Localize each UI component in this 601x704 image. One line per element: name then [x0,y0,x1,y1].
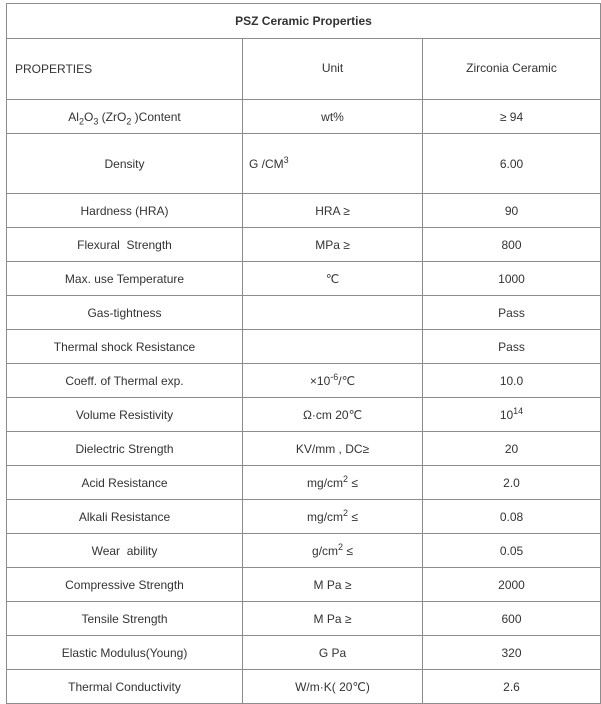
properties-table-wrapper [6,3,601,704]
value-cell: 600 [423,602,601,636]
unit-cell [243,296,423,330]
unit-cell: wt% [243,100,423,134]
property-cell: Max. use Temperature [7,262,243,296]
table-row [7,228,601,262]
property-cell: Coeff. of Thermal exp. [7,364,243,398]
property-cell: Elastic Modulus(Young) [7,636,243,670]
table-row [7,398,601,432]
value-cell: Pass [423,330,601,364]
table-title: PSZ Ceramic Properties [7,4,601,39]
unit-cell: MPa ≥ [243,228,423,262]
value-cell: $10^{14}$ [423,398,601,432]
unit-cell: KV/mm , DC≥ [243,432,423,466]
property-cell: Dielectric Strength [7,432,243,466]
property-cell: $Al_2O_3$ (ZrO$_2$ )Content [7,100,243,134]
property-cell: Volume Resistivity [7,398,243,432]
table-row [7,134,601,194]
property-cell: Tensile Strength [7,602,243,636]
header-row [7,39,601,100]
value-cell: 800 [423,228,601,262]
table-row [7,100,601,134]
header-unit: Unit [243,39,423,100]
header-properties: PROPERTIES [7,39,243,100]
unit-cell: HRA ≥ [243,194,423,228]
table-row [7,330,601,364]
unit-cell: $\times 10^{-6}/℃$ [243,364,423,398]
value-cell: Pass [423,296,601,330]
property-cell: Wear ability [7,534,243,568]
property-cell: Hardness (HRA) [7,194,243,228]
property-cell: Thermal shock Resistance [7,330,243,364]
header-material: Zirconia Ceramic [423,39,601,100]
value-cell: ≥ 94 [423,100,601,134]
unit-cell: $mg/cm^2$ ≤ [243,466,423,500]
unit-cell: W/m·K( 20℃) [243,670,423,704]
table-row [7,194,601,228]
unit-cell [243,330,423,364]
property-cell: Alkali Resistance [7,500,243,534]
value-cell: 1000 [423,262,601,296]
property-cell: Compressive Strength [7,568,243,602]
property-cell: Density [7,134,243,194]
unit-cell: G $/CM^3$ [243,134,423,194]
property-cell: Acid Resistance [7,466,243,500]
unit-cell: ℃ [243,262,423,296]
table-row [7,432,601,466]
unit-cell: G Pa [243,636,423,670]
table-row [7,670,601,704]
unit-cell: M Pa ≥ [243,568,423,602]
value-cell: 2.0 [423,466,601,500]
value-cell: 2000 [423,568,601,602]
table-row [7,364,601,398]
table-row [7,296,601,330]
table-row [7,262,601,296]
value-cell: 6.00 [423,134,601,194]
value-cell: 0.08 [423,500,601,534]
table-row [7,636,601,670]
table-row [7,466,601,500]
unit-cell: $mg/cm^2$ ≤ [243,500,423,534]
unit-cell: M Pa ≥ [243,602,423,636]
value-cell: 0.05 [423,534,601,568]
value-cell: 90 [423,194,601,228]
value-cell: 20 [423,432,601,466]
psz-properties-table [6,3,601,704]
property-cell: Thermal Conductivity [7,670,243,704]
title-row [7,4,601,39]
value-cell: 320 [423,636,601,670]
value-cell: 2.6 [423,670,601,704]
table-row [7,602,601,636]
unit-cell: Ω·cm 20℃ [243,398,423,432]
value-cell: 10.0 [423,364,601,398]
table-row [7,568,601,602]
property-cell: Gas-tightness [7,296,243,330]
table-row [7,534,601,568]
unit-cell: $g/cm^2$ ≤ [243,534,423,568]
property-cell: Flexural Strength [7,228,243,262]
table-row [7,500,601,534]
